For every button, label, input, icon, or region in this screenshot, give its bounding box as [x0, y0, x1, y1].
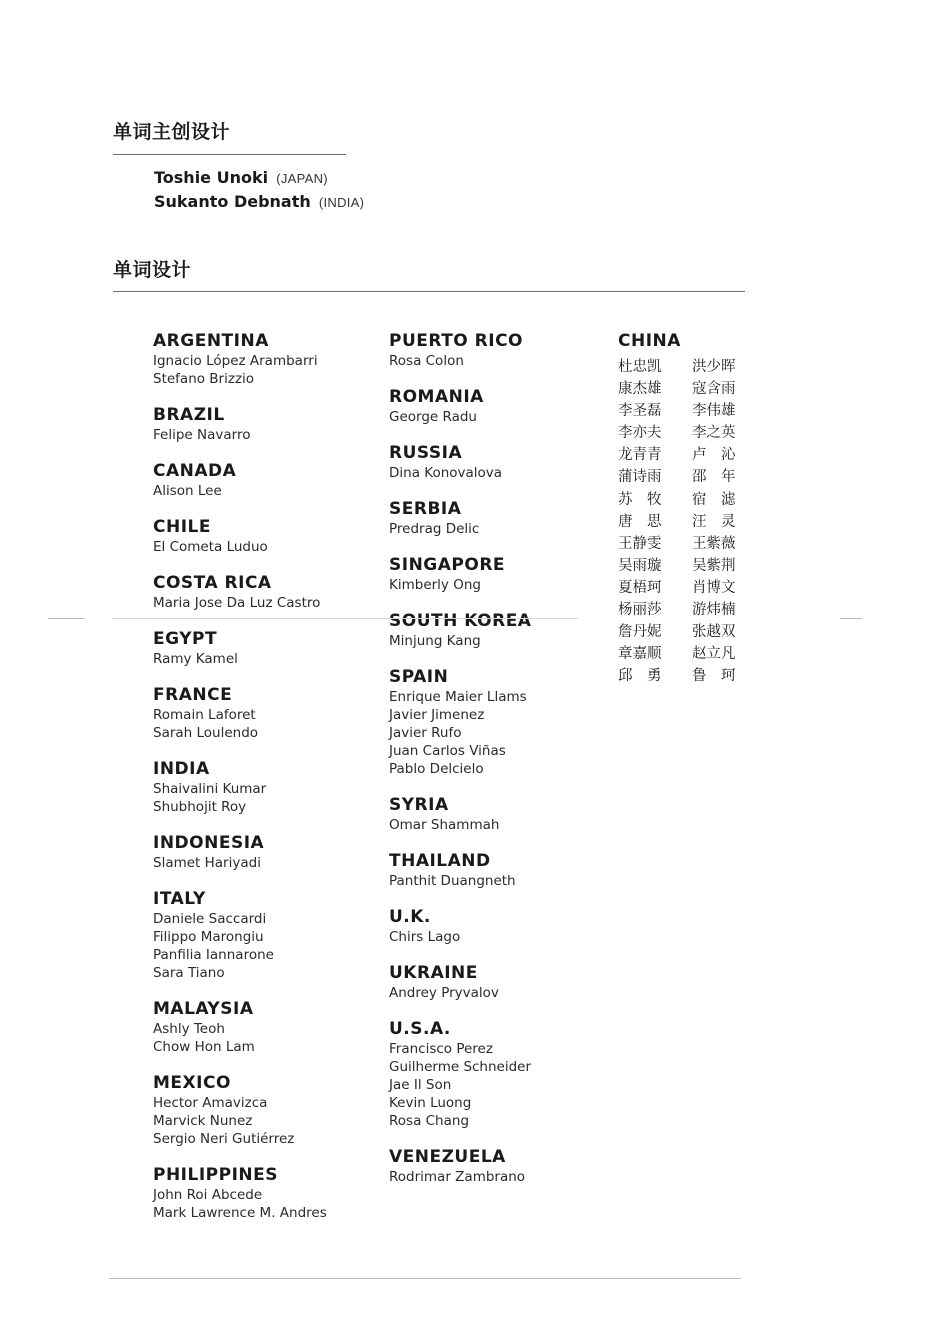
- designer-name: Francisco Perez: [389, 1041, 493, 1057]
- china-designer-name: 章嘉顺: [618, 646, 662, 663]
- designer-name: Mark Lawrence M. Andres: [153, 1205, 327, 1221]
- country-name: SYRIA: [389, 795, 449, 815]
- china-designer-name: 肖博文: [692, 579, 736, 596]
- china-designer-name: 张越双: [692, 624, 736, 641]
- country-block: [389, 387, 614, 426]
- china-block: [618, 331, 758, 687]
- country-block: [153, 685, 378, 742]
- country-name: COSTA RICA: [153, 573, 272, 593]
- designer-list: [389, 816, 614, 834]
- designer-name: John Roi Abcede: [153, 1187, 263, 1203]
- china-designer-name: 李圣磊: [618, 403, 662, 420]
- country-block: [389, 443, 614, 482]
- designer-list: [153, 650, 378, 668]
- creators-title-rule: [113, 154, 346, 155]
- creator-name: Toshie Unoki: [154, 168, 269, 187]
- country-name: VENEZUELA: [389, 1147, 506, 1167]
- china-designer-name: 龙青青: [618, 447, 662, 464]
- china-designer-name: 李亦夫: [618, 425, 662, 442]
- designer-name: Shaivalini Kumar: [153, 781, 267, 797]
- china-designer-name: 寇含雨: [692, 381, 736, 398]
- designer-list: [389, 984, 614, 1002]
- country-name: EGYPT: [153, 629, 218, 649]
- country-name: ITALY: [153, 889, 206, 909]
- country-block: [389, 611, 614, 650]
- country-name: ARGENTINA: [153, 331, 269, 351]
- china-designer-name: 唐 思: [618, 513, 662, 530]
- country-block: [389, 851, 614, 890]
- designer-name: Rosa Colon: [389, 353, 464, 369]
- designer-name: Minjung Kang: [389, 633, 481, 649]
- country-name: PHILIPPINES: [153, 1165, 278, 1185]
- country-name: CHILE: [153, 517, 211, 537]
- designer-name: Alison Lee: [153, 483, 222, 499]
- design-title-rule: [113, 291, 745, 292]
- designer-name: Javier Jimenez: [389, 707, 485, 723]
- china-designer-name: 李之英: [692, 425, 736, 442]
- designer-name: Shubhojit Roy: [153, 799, 247, 815]
- china-designer-name: 李伟雄: [692, 403, 736, 420]
- china-designer-name: 赵立凡: [692, 646, 736, 663]
- creator-name: Sukanto Debnath: [154, 192, 311, 211]
- country-name: PUERTO RICO: [389, 331, 524, 351]
- designer-list: [389, 464, 614, 482]
- china-names-grid: [618, 356, 758, 687]
- country-name: U.K.: [389, 907, 431, 927]
- designer-list: [389, 632, 614, 650]
- designer-name: Predrag Delic: [389, 521, 480, 537]
- designer-list: [153, 1186, 378, 1222]
- china-designer-name: 康杰雄: [618, 381, 662, 398]
- designer-list: [153, 1094, 378, 1148]
- designer-list: [153, 594, 378, 612]
- country-name: SPAIN: [389, 667, 449, 687]
- designer-name: Maria Jose Da Luz Castro: [153, 595, 321, 611]
- country-name: CHINA: [618, 331, 681, 351]
- designer-name: Chirs Lago: [389, 929, 461, 945]
- country-block: [153, 517, 378, 556]
- china-designer-name: 王静雯: [618, 535, 662, 552]
- designer-name: Juan Carlos Viñas: [389, 743, 506, 759]
- china-designer-name: 夏梧珂: [618, 579, 662, 596]
- country-block: [389, 1147, 614, 1186]
- country-block: [389, 1019, 614, 1130]
- country-name: INDIA: [153, 759, 210, 779]
- china-designer-name: 吴雨璇: [618, 557, 662, 574]
- designer-list: [389, 928, 614, 946]
- designer-list: [389, 1168, 614, 1186]
- country-name: THAILAND: [389, 851, 491, 871]
- creator-entry: [154, 190, 364, 214]
- creator-country: (JAPAN): [276, 171, 328, 186]
- country-name: ROMANIA: [389, 387, 484, 407]
- designer-name: Ramy Kamel: [153, 651, 238, 667]
- china-designer-name: 游炜楠: [692, 602, 736, 619]
- country-block: [153, 331, 378, 388]
- country-name: SINGAPORE: [389, 555, 506, 575]
- country-block: [389, 331, 614, 370]
- china-designer-name: 杜忠凯: [618, 359, 662, 375]
- designer-name: Daniele Saccardi: [153, 911, 267, 927]
- country-column-1: [153, 331, 378, 1239]
- designer-name: Stefano Brizzio: [153, 371, 255, 387]
- country-name: MEXICO: [153, 1073, 231, 1093]
- country-name: SOUTH KOREA: [389, 611, 532, 631]
- designer-name: Jae Il Son: [389, 1077, 452, 1093]
- country-name: BRAZIL: [153, 405, 225, 425]
- designer-name: Panfilia Iannarone: [153, 947, 274, 963]
- designer-name: Rosa Chang: [389, 1113, 470, 1129]
- country-name: SERBIA: [389, 499, 462, 519]
- designer-list: [389, 352, 614, 370]
- designer-list: [389, 872, 614, 890]
- country-block: [153, 461, 378, 500]
- designer-name: El Cometa Luduo: [153, 539, 268, 555]
- designer-list: [389, 576, 614, 594]
- country-block: [389, 963, 614, 1002]
- country-name: RUSSIA: [389, 443, 463, 463]
- country-block: [389, 667, 614, 778]
- designer-name: Sergio Neri Gutiérrez: [153, 1131, 295, 1147]
- scan-mark-left: [48, 618, 84, 619]
- scan-mark-right: [840, 618, 862, 619]
- designer-name: Pablo Delcielo: [389, 761, 484, 777]
- country-block: [153, 1073, 378, 1148]
- creator-entry: [154, 166, 364, 190]
- designer-list: [389, 688, 614, 778]
- designer-name: Hector Amavizca: [153, 1095, 268, 1111]
- china-designer-name: 宿 滤: [692, 491, 736, 508]
- china-designer-name: 蒲诗雨: [618, 469, 662, 486]
- designer-list: [153, 426, 378, 444]
- country-block: [389, 499, 614, 538]
- designer-list: [153, 1020, 378, 1056]
- creators-section-title: 单词主创设计: [113, 121, 231, 143]
- country-block: [389, 795, 614, 834]
- designer-list: [153, 854, 378, 872]
- china-designer-name: 王紫薇: [692, 535, 736, 552]
- designer-name: Rodrimar Zambrano: [389, 1169, 526, 1185]
- country-block: [153, 405, 378, 444]
- creators-list: [154, 166, 364, 214]
- designer-list: [389, 1040, 614, 1130]
- mid-page-fold-line: [113, 618, 578, 619]
- country-column-2: [389, 331, 614, 1203]
- designer-name: Sara Tiano: [153, 965, 225, 981]
- country-name: U.S.A.: [389, 1019, 451, 1039]
- country-name: MALAYSIA: [153, 999, 254, 1019]
- country-name: UKRAINE: [389, 963, 478, 983]
- country-block: [153, 759, 378, 816]
- country-block: [153, 629, 378, 668]
- designer-name: Marvick Nunez: [153, 1113, 253, 1129]
- designer-list: [389, 408, 614, 426]
- designer-list: [153, 352, 378, 388]
- country-name: FRANCE: [153, 685, 233, 705]
- country-name: INDONESIA: [153, 833, 265, 853]
- designer-name: Felipe Navarro: [153, 427, 251, 443]
- china-designer-name: 卢 沁: [692, 447, 736, 464]
- china-designer-name: 杨丽莎: [618, 602, 662, 619]
- designer-name: Ashly Teoh: [153, 1021, 225, 1037]
- designer-list: [153, 780, 378, 816]
- country-block: [153, 833, 378, 872]
- china-designer-name: 詹丹妮: [618, 624, 662, 641]
- footer-rule: [109, 1278, 741, 1279]
- designer-name: Panthit Duangneth: [389, 873, 516, 889]
- country-block: [389, 907, 614, 946]
- designer-list: [153, 538, 378, 556]
- country-block: [153, 889, 378, 982]
- country-block: [389, 555, 614, 594]
- designer-name: Enrique Maier Llams: [389, 689, 527, 705]
- designer-list: [153, 706, 378, 742]
- designer-list: [153, 482, 378, 500]
- designer-name: Omar Shammah: [389, 817, 500, 833]
- china-designer-name: 邱 勇: [618, 668, 662, 685]
- designer-list: [389, 520, 614, 538]
- design-section-title: 单词设计: [113, 259, 192, 281]
- designer-name: Filippo Marongiu: [153, 929, 264, 945]
- designer-name: Ignacio López Arambarri: [153, 353, 318, 369]
- designer-name: Kimberly Ong: [389, 577, 481, 593]
- designer-name: Slamet Hariyadi: [153, 855, 261, 871]
- china-designer-name: 吴紫荆: [692, 557, 736, 574]
- country-block: [153, 573, 378, 612]
- china-designer-name: 邵 年: [692, 469, 736, 486]
- designer-name: Romain Laforet: [153, 707, 256, 723]
- country-block: [153, 1165, 378, 1222]
- country-name: CANADA: [153, 461, 237, 481]
- designer-name: Kevin Luong: [389, 1095, 472, 1111]
- designer-name: Guilherme Schneider: [389, 1059, 532, 1075]
- china-designer-name: 汪 灵: [692, 513, 736, 530]
- china-designer-name: 鲁 珂: [692, 668, 736, 685]
- china-designer-name: 洪少晖: [692, 359, 736, 375]
- china-designer-name: 苏 牧: [618, 491, 662, 508]
- designer-name: Dina Konovalova: [389, 465, 503, 481]
- designer-name: Sarah Loulendo: [153, 725, 259, 741]
- country-block: [153, 999, 378, 1056]
- designer-name: Andrey Pryvalov: [389, 985, 499, 1001]
- creator-country: (INDIA): [318, 195, 365, 210]
- designer-name: Chow Hon Lam: [153, 1039, 255, 1055]
- designer-name: George Radu: [389, 409, 477, 425]
- designer-list: [153, 910, 378, 982]
- designer-name: Javier Rufo: [389, 725, 462, 741]
